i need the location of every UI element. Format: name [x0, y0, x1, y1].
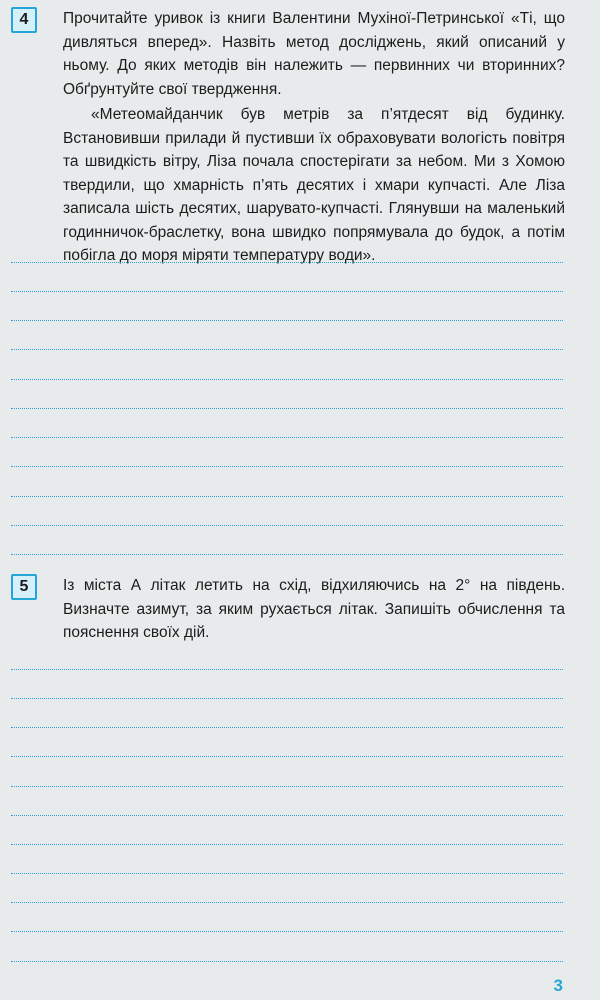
answer-line	[11, 437, 563, 438]
answer-line	[11, 262, 563, 263]
answer-line	[11, 291, 563, 292]
task-4-quote: «Метеомайданчик був метрів за п’ятдесят від будинку. Встановивши прилади й пустивши їх обраховувати вологість повітря та швидкість вітру, Ліза почала спостерігати за небом. Ми з Хомою твердили, що хмарність п’ять десятих і хмари купчасті. Але Ліза записала шість десятих, шарувато-купчасті. Глянувши на маленький годинничок-браслетку, вона швидко попрямувала до будок, а потім побігла до моря міряти температуру води».	[63, 106, 565, 264]
page-number: 3	[553, 976, 563, 995]
answer-line	[11, 815, 563, 816]
task-4-number: 4	[11, 7, 37, 33]
answer-line	[11, 408, 563, 409]
answer-line	[11, 786, 563, 787]
answer-line	[11, 931, 563, 932]
answer-line	[11, 496, 563, 497]
answer-line	[11, 756, 563, 757]
answer-line	[11, 727, 563, 728]
answer-line	[11, 873, 563, 874]
task-5-number: 5	[11, 574, 37, 600]
answer-line	[11, 902, 563, 903]
task-5-text	[63, 574, 565, 645]
answer-line	[11, 466, 563, 467]
answer-line	[11, 320, 563, 321]
task-4-text	[63, 7, 565, 268]
task-5-prompt: Із міста А літак летить на схід, відхиляючись на 2° на південь. Визначте азимут, за яким рухається літак. Запишіть обчислення та пояснення своїх дій.	[63, 577, 565, 641]
answer-line	[11, 379, 563, 380]
answer-line	[11, 698, 563, 699]
task-4-prompt: Прочитайте уривок із книги Валентини Мухіної-Петринської «Ті, що дивляться вперед». Назвіть метод досліджень, який описаний у ньому. До яких методів він належить — первинних чи вторинних? Обґрунтуйте свої твердження.	[63, 10, 565, 98]
answer-line	[11, 844, 563, 845]
answer-line	[11, 525, 563, 526]
answer-line	[11, 349, 563, 350]
answer-line	[11, 554, 563, 555]
answer-line	[11, 669, 563, 670]
answer-line	[11, 961, 563, 962]
